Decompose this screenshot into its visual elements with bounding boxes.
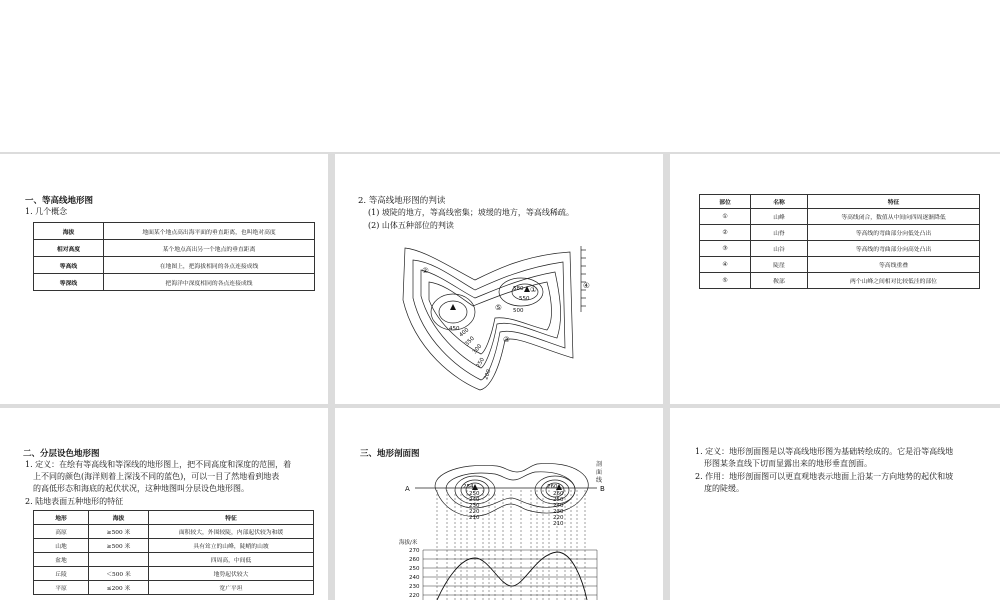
table-cell: 等高线的弯曲部分向低处凸出 [808,225,980,241]
column-header: 特征 [149,511,314,525]
table-header-row [700,195,980,209]
table-cell: ≥500 米 [89,525,149,539]
term-cell: 等高线 [34,257,104,274]
column-header: 地形 [34,511,89,525]
profile-diagram [397,458,617,600]
part-label-5: ⑤ [495,303,502,312]
table-row [34,539,314,553]
table-cell: ① [700,209,751,225]
contour-value: 500 [513,308,524,314]
concepts-table [33,222,315,291]
table-cell: 等高线的弯曲部分向高处凸出 [808,241,980,257]
table-row [34,525,314,539]
table-row [34,257,315,274]
table-cell: 等高线闭合，数值从中间向四周逐渐降低 [808,209,980,225]
table-row [34,581,314,595]
table-cell: 地势起伏较大 [149,567,314,581]
subheading: 1. 几个概念 [25,207,68,216]
parts-table [699,194,980,289]
contour-value: 210 [553,521,564,527]
table-cell: 山脊 [751,225,808,241]
peak-triangle-icon [450,304,456,310]
table-row [700,225,980,241]
function-line-2: 度的陡缓。 [704,484,744,493]
table-cell: 高原 [34,525,89,539]
slide-five-parts-table[interactable] [670,154,1000,404]
slide-terrain-profile[interactable] [335,408,663,600]
table-cell: ④ [700,257,751,273]
definition-line-2: 形图某条直线下切而显露出来的地形垂直剖面。 [704,459,872,468]
table-row [34,223,315,240]
function-line-1: 2. 作用：地形剖面图可以更直观地表示地面上沿某一方向地势的起伏和坡 [695,472,954,481]
table-cell: 宽广平坦 [149,581,314,595]
y-tick: 220 [409,593,420,599]
contour-value: 580 [513,286,524,292]
section-heading: 2. 等高线地形图的判读 [358,196,446,206]
part-label-2: ② [422,266,429,275]
table-cell: ② [700,225,751,241]
column-header: 名称 [751,195,808,209]
contour-map [395,240,595,392]
contour-value: 200 [483,368,493,381]
table-row [34,553,314,567]
contour-value: 450 [449,326,460,332]
column-header: 海拔 [89,511,149,525]
definition-line-1: 1. 定义：在绘有等高线和等深线的地形图上，把不同高度和深度的范围，着 [25,460,292,469]
section-line-label: 剖面线 [596,461,603,484]
point-a-label: A [405,485,410,493]
contour-value: 260 [553,491,564,497]
definition-line-1: 1. 定义：地形剖面图是以等高线地形图为基础转绘成的。它是沿等高线地 [695,447,954,456]
section-heading: 一、等高线地形图 [25,196,94,206]
table-cell: 面积较大，外围较陡，内部起伏较为和缓 [149,525,314,539]
table-cell: ③ [700,241,751,257]
table-cell: 山地 [34,539,89,553]
contour-value: 400 [458,327,471,339]
reading-line-1: (1) 坡陡的地方，等高线密集；坡缓的地方，等高线稀疏。 [368,208,574,217]
top-blank-area [0,0,1000,152]
subheading: 2. 陆地表面五种地形的特征 [25,497,124,506]
column-header: 部位 [700,195,751,209]
contour-value: 230 [469,503,480,509]
table-cell: 平原 [34,581,89,595]
contour-value: 240 [553,503,564,509]
table-row [700,257,980,273]
table-cell: ⑤ [700,273,751,289]
contour-value: 250 [469,491,480,497]
contour-value: 550 [519,296,530,302]
definition-line-3: 的高低形态和海底的起伏状况，这种地图叫分层设色地形图。 [33,484,249,493]
section-heading: 三、地形剖面图 [360,449,420,459]
section-heading: 二、分层设色地形图 [23,449,100,459]
table-row [700,241,980,257]
table-row [34,567,314,581]
table-cell: ≤200 米 [89,581,149,595]
table-cell: 盆地 [34,553,89,567]
part-label-3: ③ [503,335,510,344]
slide-contour-concepts[interactable] [0,154,328,404]
y-axis-label: 海拔/米 [399,540,418,546]
contour-value: 220 [469,509,480,515]
point-b-label: B [600,485,605,493]
table-cell: 山峰 [751,209,808,225]
term-cell: 等深线 [34,274,104,291]
slide-profile-definition[interactable] [670,408,1000,600]
table-row [34,240,315,257]
table-cell: 鞍部 [751,273,808,289]
y-tick: 240 [409,575,420,581]
table-cell: 具有耸立的山峰，陡峭的山坡 [149,539,314,553]
y-tick: 260 [409,557,420,563]
table-cell: ＜500 米 [89,567,149,581]
table-cell: 四周高，中间低 [149,553,314,567]
slide-layered-color-map[interactable] [0,408,328,600]
table-cell: 等高线重叠 [808,257,980,273]
term-cell: 海拔 [34,223,104,240]
definition-cell: 地面某个地点高出海平面的垂直距离，也叫绝对高度 [104,223,315,240]
reading-line-2: (2) 山体五种部位的判读 [368,221,454,230]
definition-cell: 某个地点高出另一个地点的垂直距离 [104,240,315,257]
definition-line-2: 上不同的颜色(海洋则着上深浅不同的蓝色)，可以一目了然地看到地表 [33,472,280,481]
contour-value: 300 [471,343,484,356]
table-cell: ≥500 米 [89,539,149,553]
contour-value: 250 [553,497,564,503]
part-label-4: ④ [583,281,590,290]
table-cell: 丘陵 [34,567,89,581]
landforms-table [33,510,314,595]
contour-value: 210 [469,515,480,521]
table-row [700,209,980,225]
contour-value: 230 [553,509,564,515]
peak-elevation: 260 [547,484,558,490]
peak-elevation: 254 [463,484,474,490]
definition-cell: 把海洋中深度相同的各点连接成线 [104,274,315,291]
contour-value: 220 [553,515,564,521]
table-cell [89,553,149,567]
contour-value: 250 [475,356,486,369]
table-header-row [34,511,314,525]
y-tick: 230 [409,584,420,590]
contour-value: 350 [464,335,476,348]
term-cell: 相对高度 [34,240,104,257]
part-label-1: ① [530,285,537,294]
slide-contour-reading[interactable] [335,154,663,404]
table-row [700,273,980,289]
table-row [34,274,315,291]
table-cell: 两个山峰之间相对比较低洼的部位 [808,273,980,289]
y-tick: 270 [409,548,420,554]
column-header: 特征 [808,195,980,209]
contour-value: 240 [469,497,480,503]
definition-cell: 在地图上，把海拔相同的各点连接成线 [104,257,315,274]
table-cell: 陡崖 [751,257,808,273]
table-cell: 山谷 [751,241,808,257]
y-tick: 250 [409,566,420,572]
